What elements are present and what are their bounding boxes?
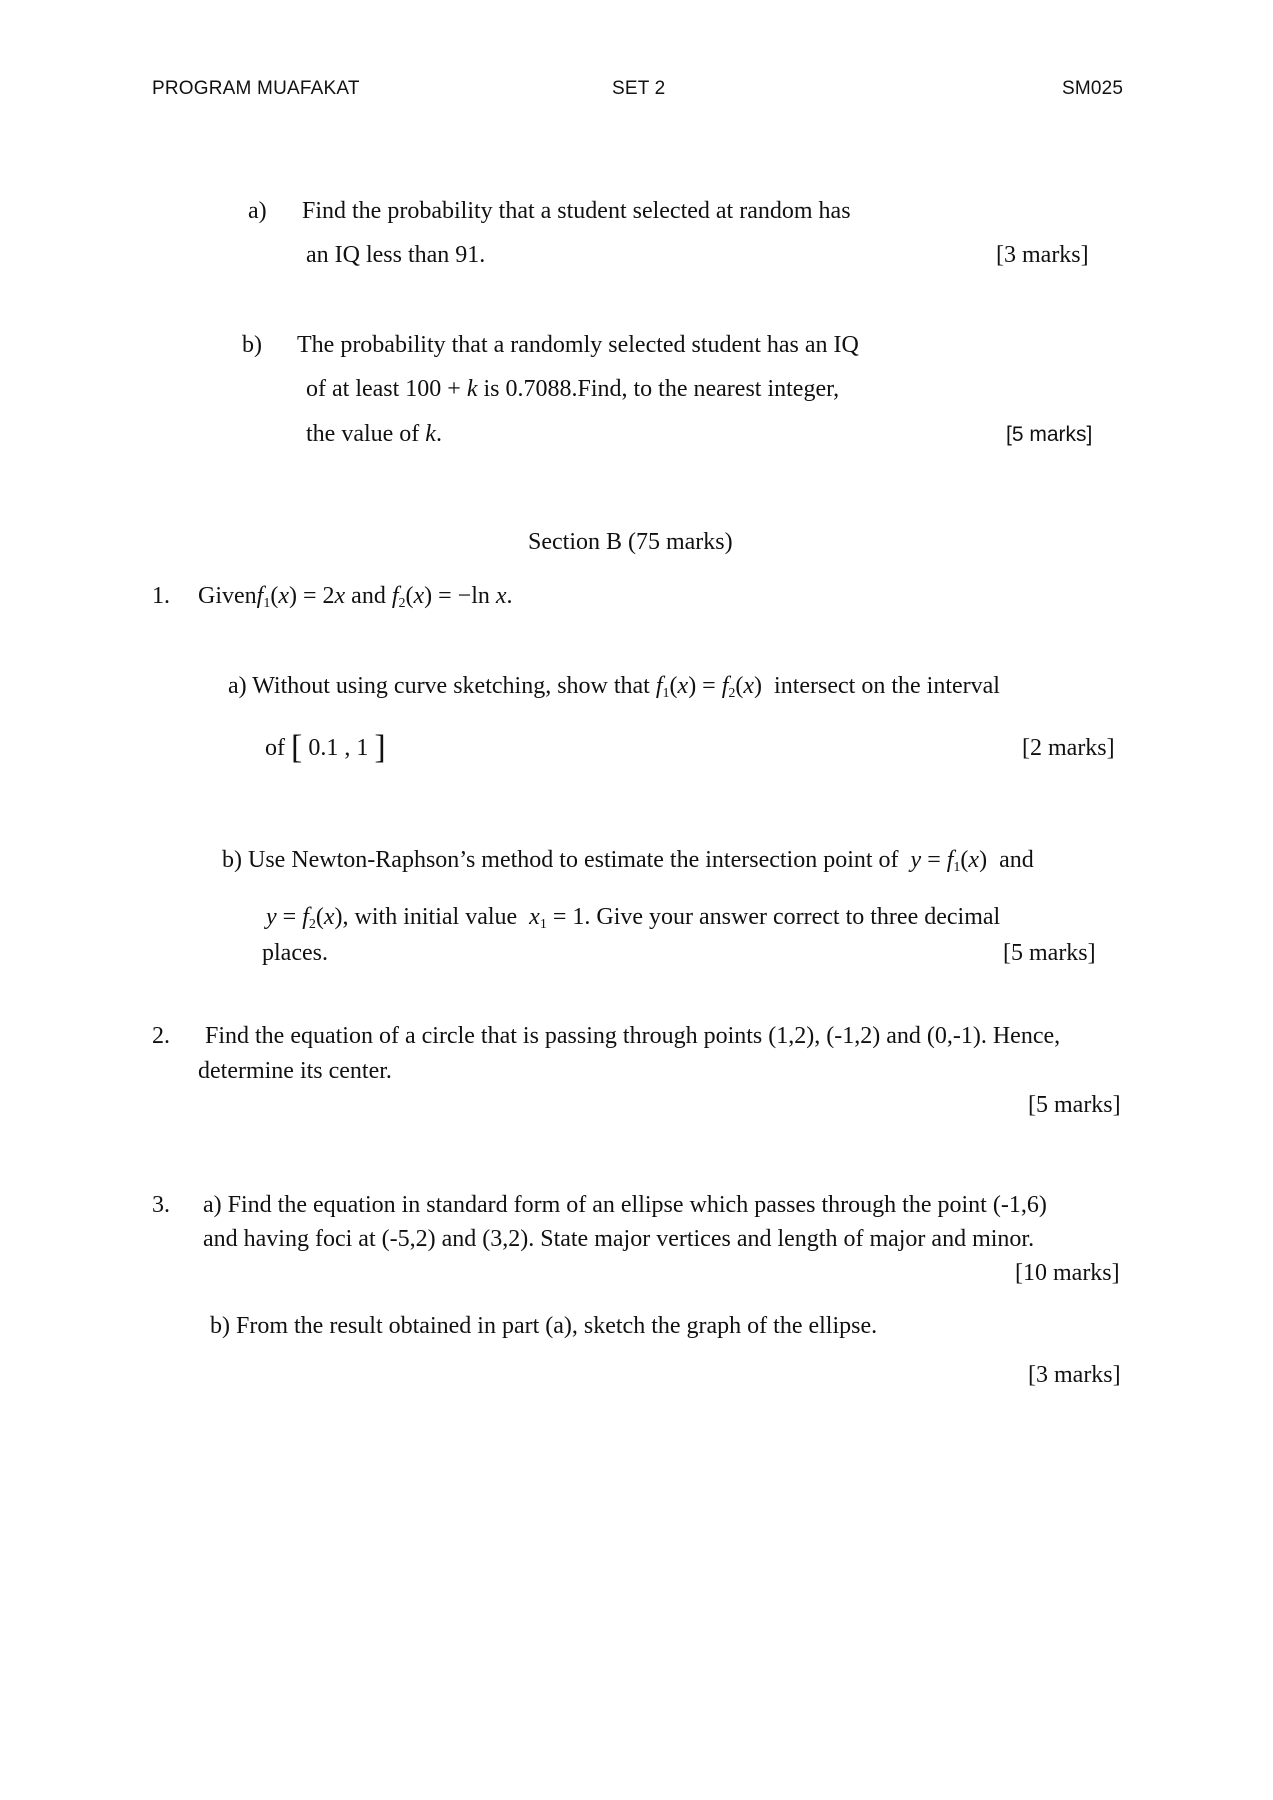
q1b-line1: b) Use Newton-Raphson’s method to estimate the intersection point of $y = f_1(x)$ and: [222, 847, 1034, 875]
section-title: Section B (75 marks): [528, 529, 733, 555]
part-a-line2: an IQ less than 91.: [306, 242, 486, 268]
part-b-line2: of at least 100 + k is 0.7088.Find, to the nearest integer,: [306, 376, 840, 402]
header-right: SM025: [1062, 78, 1124, 99]
part-a-label: a): [248, 198, 267, 224]
header-center: SET 2: [612, 78, 666, 99]
q2-number: 2.: [152, 1023, 170, 1049]
part-a-marks: [3 marks]: [996, 242, 1089, 268]
q1b-line2: $y = f_2(x)$, with initial value $x_1 = 1$. Give your answer correct to three decimal: [266, 904, 1001, 932]
q1b-marks: [5 marks]: [1003, 940, 1096, 966]
q2-line1: Find the equation of a circle that is passing through points (1,2), (-1,2) and (0,-1). Hence,: [205, 1023, 1061, 1049]
part-b-line1: The probability that a randomly selected student has an IQ: [297, 332, 859, 358]
part-b-line3: the value of k.: [306, 421, 442, 447]
q1b-line3: places.: [262, 940, 328, 966]
q3b-line1: b) From the result obtained in part (a), sketch the graph of the ellipse.: [210, 1313, 878, 1339]
part-a-line1: Find the probability that a student selected at random has: [302, 198, 851, 224]
q3a-line1: a) Find the equation in standard form of an ellipse which passes through the point (-1,6): [203, 1192, 1047, 1218]
q1-given: Givenf$_1$(x) = 2x and $f_2(x) = -\ln$ x.: [198, 583, 513, 611]
q1a-line1: a) Without using curve sketching, show that $f_1(x) = f_2(x)$ intersect on the interval: [228, 673, 1000, 701]
q2-line2: determine its center.: [198, 1058, 392, 1084]
q2-marks: [5 marks]: [1028, 1092, 1121, 1118]
part-b-label: b): [242, 332, 262, 358]
q1a-marks: [2 marks]: [1022, 735, 1115, 761]
q1a-line2: of [ 0.1 , 1 ]: [265, 729, 386, 766]
q3b-marks: [3 marks]: [1028, 1362, 1121, 1388]
header-left: PROGRAM MUAFAKAT: [152, 78, 360, 99]
q3-number: 3.: [152, 1192, 170, 1218]
q3a-marks: [10 marks]: [1015, 1260, 1120, 1286]
q1-number: 1.: [152, 583, 170, 609]
q3a-line2: and having foci at (-5,2) and (3,2). State major vertices and length of major and minor.: [203, 1226, 1035, 1252]
part-b-marks: [5 marks]: [1006, 423, 1093, 446]
